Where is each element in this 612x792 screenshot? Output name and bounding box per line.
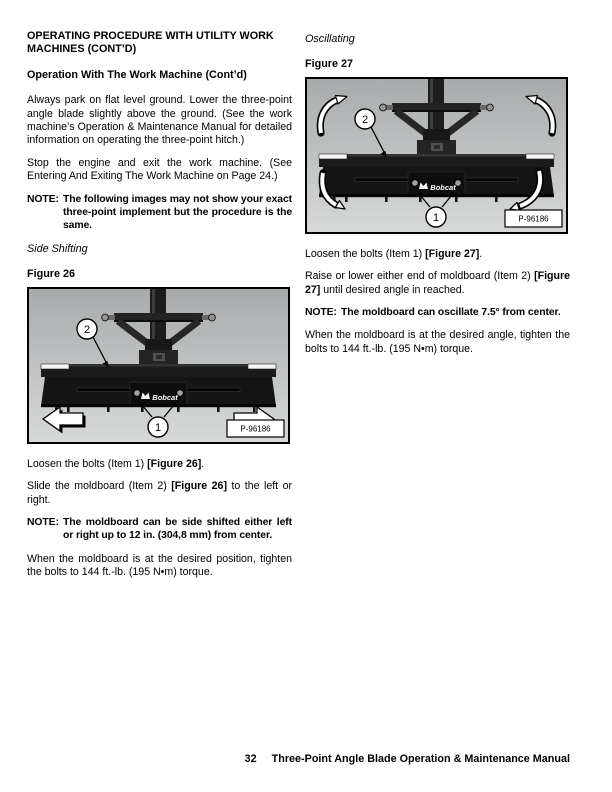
body-paragraph: When the moldboard is at the desired angle, tighten the bolts to 144 ft.-lb. (195 N•m) torque. [305, 329, 570, 355]
note-block [27, 193, 292, 233]
figure-26 [27, 287, 290, 444]
note-text: The following images may not show your exact three-point implement but the procedure is the same. [63, 193, 292, 232]
callout-2-number: 2 [83, 323, 91, 336]
figure-reference: [Figure 26] [171, 480, 227, 493]
photo-code-label [227, 420, 284, 437]
body-paragraph: Stop the engine and exit the work machine. (See Entering And Exiting The Work Machine on Page 24.) [27, 156, 292, 183]
topic-heading-oscillating: Oscillating [305, 33, 355, 45]
note-label: NOTE: [27, 516, 59, 528]
callout-2-number: 2 [361, 113, 369, 126]
body-paragraph: Always park on flat level ground. Lower the three-point angle blade slightly above the ground. (See the work machine’s Operation & Maintenance Manual for detailed information on operating the three-point hitch.) [27, 94, 292, 147]
figure-reference: [Figure 26] [147, 457, 202, 470]
page-footer [0, 753, 570, 765]
note-block [305, 306, 570, 319]
topic-heading-side-shifting: Side Shifting [27, 242, 88, 255]
body-paragraph: When the moldboard is at the desired position, tighten the bolts to 144 ft.-lb. (195 N•m) torque. [27, 552, 292, 579]
photo-code-text: P-96186 [240, 424, 271, 434]
body-paragraph: Raise or lower either end of moldboard (Item 2) [Figure 27] until desired angle in reached. [305, 270, 570, 296]
photo-code-text: P-96186 [518, 214, 549, 224]
note-label: NOTE: [305, 307, 337, 319]
left-column [27, 30, 292, 589]
note-label: NOTE: [27, 193, 59, 205]
body-paragraph: Loosen the bolts (Item 1) [Figure 26]. [27, 457, 205, 470]
figure-26-image [29, 289, 288, 442]
figure-27 [305, 77, 568, 234]
subsection-heading: Operation With The Work Machine (Cont’d) [27, 68, 247, 81]
figure-27-label: Figure 27 [305, 58, 354, 71]
right-column [305, 30, 570, 365]
body-paragraph: Slide the moldboard (Item 2) [Figure 26] to the left or right. [27, 480, 293, 506]
note-block [27, 516, 292, 543]
figure-26-label: Figure 26 [27, 268, 76, 281]
section-heading: OPERATING PROCEDURE WITH UTILITY WORK MACHINES (CONT’D) [27, 30, 274, 56]
photo-code-label [505, 210, 562, 227]
figure-reference: [Figure 27] [425, 247, 480, 260]
page-number: 32 [244, 753, 257, 765]
figure-reference: [Figure 27] [305, 270, 570, 296]
callout-1-number: 1 [432, 211, 440, 224]
body-paragraph: Loosen the bolts (Item 1) [Figure 27]. [305, 247, 483, 260]
note-text: The moldboard can oscillate 7.5° from center. [341, 307, 561, 319]
footer-manual-title: Three-Point Angle Blade Operation & Maintenance Manual [271, 753, 570, 765]
note-text: The moldboard can be side shifted either left or right up to 12 in. (304,8 mm) from center. [63, 516, 292, 542]
callout-1-number: 1 [154, 421, 162, 434]
figure-27-image [307, 79, 566, 232]
